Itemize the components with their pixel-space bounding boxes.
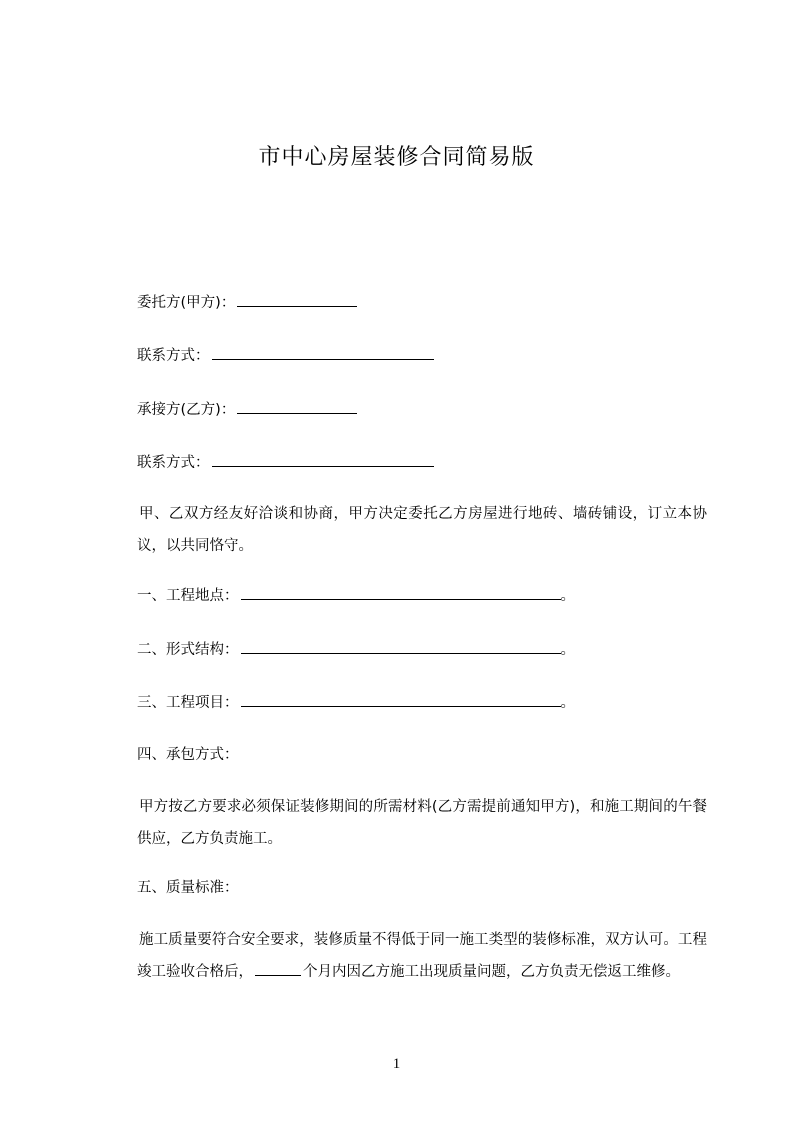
quality-text-part1: 施工质量要符合安全要求，装修质量不得低于同一施工类型的装修标准，双方认可。工程竣工验收合格后， <box>137 932 707 980</box>
items-blank[interactable] <box>241 692 561 707</box>
warranty-months-blank[interactable] <box>255 961 301 976</box>
items-section <box>137 692 575 713</box>
items-label: 三、工程项目： <box>137 695 239 711</box>
location-blank[interactable] <box>241 585 561 600</box>
document-title: 市中心房屋装修合同简易版 <box>258 145 535 170</box>
structure-label: 二、形式结构： <box>137 642 239 658</box>
contract-method-heading: 四、承包方式： <box>137 747 239 763</box>
quality-text-part2: 个月内因乙方施工出现质量问题，乙方负责无偿返工维修。 <box>303 964 680 980</box>
location-label: 一、工程地点： <box>137 588 239 604</box>
client-contact-blank[interactable] <box>212 345 434 360</box>
contractor-contact-label: 联系方式： <box>137 455 210 471</box>
contract-method-paragraph: 甲方按乙方要求必须保证装修期间的所需材料(乙方需提前通知甲方)，和施工期间的午餐供应，乙方负责施工。 <box>137 799 707 847</box>
page-number: 1 <box>392 1056 401 1072</box>
contractor-field <box>137 399 357 420</box>
quality-heading: 五、质量标准： <box>137 880 239 896</box>
client-blank[interactable] <box>237 292 357 307</box>
client-field <box>137 292 357 313</box>
client-contact-field <box>137 345 434 366</box>
client-label: 委托方(甲方)： <box>137 295 236 311</box>
contractor-label: 承接方(乙方)： <box>137 402 236 418</box>
quality-paragraph <box>137 924 707 988</box>
location-section <box>137 585 575 606</box>
contractor-blank[interactable] <box>237 399 357 414</box>
contractor-contact-blank[interactable] <box>212 452 434 467</box>
intro-paragraph: 甲、乙双方经友好洽谈和协商，甲方决定委托乙方房屋进行地砖、墙砖铺设，订立本协议，以共同恪守。 <box>137 506 707 554</box>
structure-section <box>137 639 575 660</box>
contractor-contact-field <box>137 452 434 473</box>
client-contact-label: 联系方式： <box>137 348 210 364</box>
location-period: 。 <box>560 588 575 604</box>
items-period: 。 <box>560 695 575 711</box>
structure-period: 。 <box>560 642 575 658</box>
structure-blank[interactable] <box>241 639 561 654</box>
